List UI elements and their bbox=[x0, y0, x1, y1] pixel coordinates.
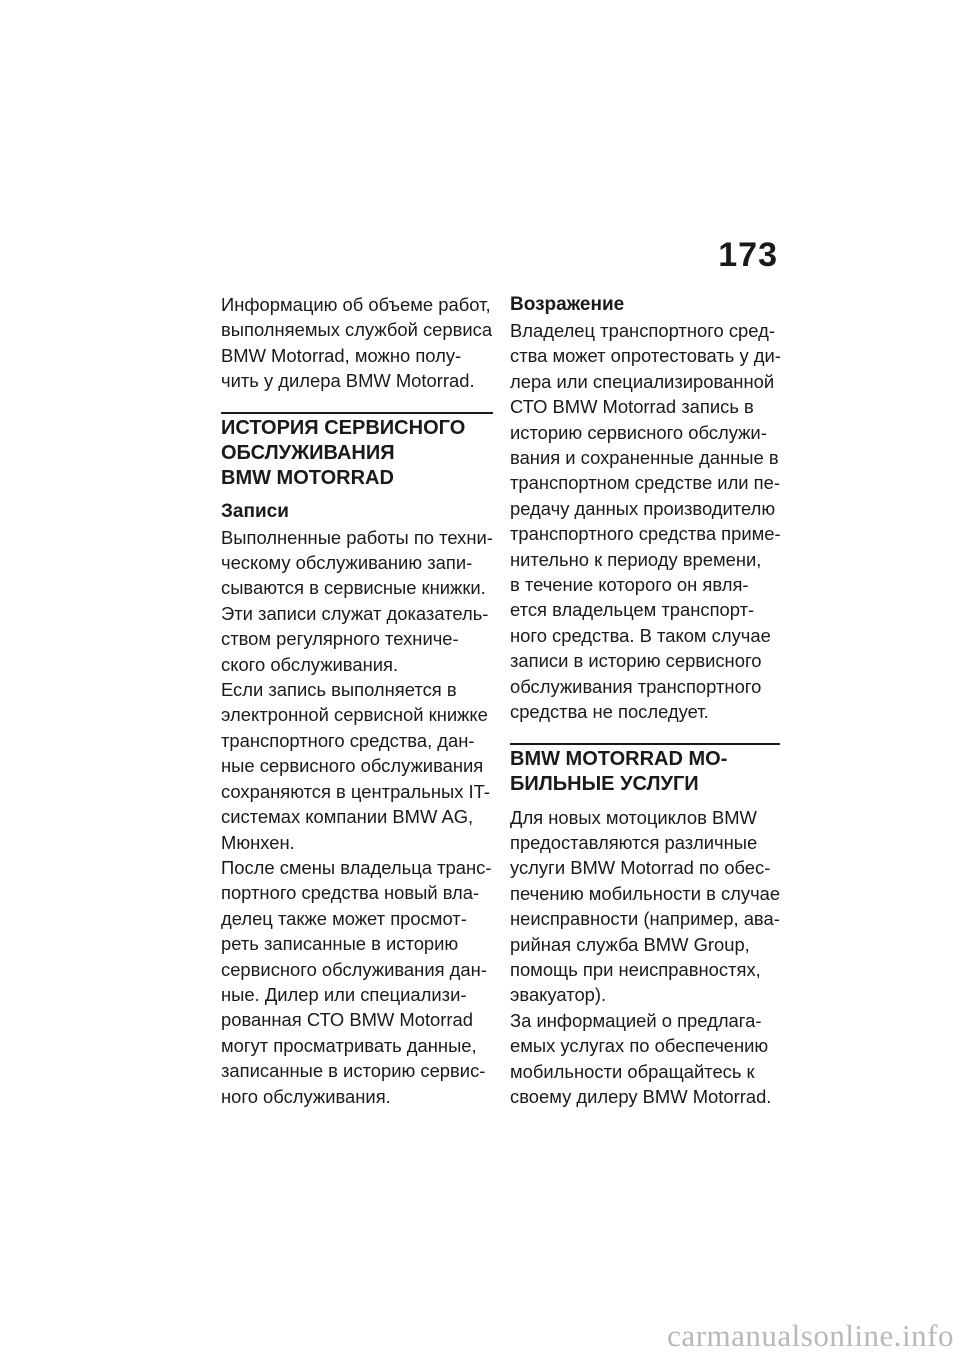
text-line: помощь при неисправностях, bbox=[510, 958, 761, 980]
text-line: ского обслуживания. bbox=[221, 653, 399, 675]
text-line: портного средства новый вла- bbox=[221, 882, 480, 904]
text-line: За информацией о предлага- bbox=[510, 1009, 762, 1031]
text-line: в течение которого он явля- bbox=[510, 574, 749, 596]
text-line: услуги BMW Motorrad по обес- bbox=[510, 857, 771, 879]
text-line: сохраняются в центральных IT- bbox=[221, 780, 490, 802]
text-line: транспортном средстве или пе- bbox=[510, 472, 780, 494]
text-line: Для новых мотоциклов BMW bbox=[510, 806, 757, 828]
section-title-mobile-services bbox=[510, 743, 780, 797]
text-line: транспортного средства, дан- bbox=[221, 729, 475, 751]
title-line: BMW MOTORRAD МО- bbox=[510, 747, 728, 770]
paragraph bbox=[510, 318, 780, 725]
title-line: ОБСЛУЖИВАНИЯ bbox=[221, 441, 395, 464]
text-line: печению мобильности в случае bbox=[510, 882, 781, 904]
text-line: делец также может просмот- bbox=[221, 907, 467, 929]
text-line: чить у дилера BMW Motorrad. bbox=[221, 370, 475, 392]
text-line: Если запись выполняется в bbox=[221, 679, 457, 701]
watermark: carmanualsonline.info bbox=[667, 1318, 954, 1353]
text-line: своему дилеру BMW Motorrad. bbox=[510, 1085, 772, 1107]
title-line: BMW MOTORRAD bbox=[221, 466, 394, 489]
text-line: ется владельцем транспорт- bbox=[510, 599, 755, 621]
intro-paragraph bbox=[221, 292, 493, 394]
text-line: неисправности (например, ава- bbox=[510, 908, 780, 930]
text-line: ческому обслуживанию запи- bbox=[221, 552, 473, 574]
text-line: вания и сохраненные данные в bbox=[510, 447, 779, 469]
text-line: эвакуатор). bbox=[510, 984, 607, 1006]
text-line: ные. Дилер или специализи- bbox=[221, 983, 467, 1005]
text-line: транспортного средства приме- bbox=[510, 523, 781, 545]
text-line: ства может опротестовать у ди- bbox=[510, 345, 781, 367]
text-line: Выполненные работы по техни- bbox=[221, 526, 493, 548]
text-line: нительно к периоду времени, bbox=[510, 548, 762, 570]
text-line: записанные в историю сервис- bbox=[221, 1060, 486, 1082]
text-line: рованная СТО BMW Motorrad bbox=[221, 1009, 473, 1031]
text-line: выполняемых службой сервиса bbox=[221, 319, 493, 341]
text-line: системах компании BMW AG, bbox=[221, 806, 474, 828]
text-line: Информацию об объеме работ, bbox=[221, 294, 491, 315]
text-line: ные сервисного обслуживания bbox=[221, 755, 484, 777]
text-line: сервисного обслуживания дан- bbox=[221, 958, 487, 980]
text-line: редачу данных производителю bbox=[510, 497, 776, 519]
paragraph bbox=[510, 805, 780, 1008]
text-line: мобильности обращайтесь к bbox=[510, 1060, 755, 1082]
text-line: обслуживания транспортного bbox=[510, 675, 762, 697]
text-line: предоставляются различные bbox=[510, 831, 758, 853]
text-line: Эти записи служат доказатель- bbox=[221, 602, 489, 624]
text-line: BMW Motorrad, можно полу- bbox=[221, 344, 462, 366]
paragraph bbox=[221, 525, 493, 677]
subheading-records: Записи bbox=[221, 500, 289, 522]
paragraph bbox=[221, 855, 493, 1109]
text-line: Мюнхен. bbox=[221, 831, 295, 853]
paragraph bbox=[510, 1008, 780, 1110]
left-column bbox=[221, 292, 493, 1109]
text-line: ством регулярного техниче- bbox=[221, 628, 459, 650]
text-line: историю сервисного обслужи- bbox=[510, 421, 767, 443]
right-column bbox=[510, 292, 780, 1109]
text-line: записи в историю сервисного bbox=[510, 650, 762, 672]
title-line: БИЛЬНЫЕ УСЛУГИ bbox=[510, 772, 699, 795]
text-line: ного средства. В таком случае bbox=[510, 624, 771, 646]
title-line: ИСТОРИЯ СЕРВИСНОГО bbox=[221, 416, 466, 439]
text-line: рийная служба BMW Group, bbox=[510, 933, 750, 955]
text-line: реть записанные в историю bbox=[221, 933, 459, 955]
subheading-objection: Возражение bbox=[510, 294, 625, 315]
text-line: электронной сервисной книжке bbox=[221, 704, 488, 726]
text-line: СТО BMW Motorrad запись в bbox=[510, 396, 754, 418]
text-line: емых услугах по обеспечению bbox=[510, 1035, 769, 1057]
text-line: средства не последует. bbox=[510, 701, 709, 723]
text-line: После смены владельца транс- bbox=[221, 856, 492, 878]
section-title-service-history bbox=[221, 412, 493, 491]
page-number: 173 bbox=[718, 236, 778, 274]
text-line: Владелец транспортного сред- bbox=[510, 320, 775, 341]
text-line: сываются в сервисные книжки. bbox=[221, 577, 486, 599]
text-line: могут просматривать данные, bbox=[221, 1034, 477, 1056]
paragraph bbox=[221, 677, 493, 855]
text-line: ного обслуживания. bbox=[221, 1085, 391, 1107]
text-line: лера или специализированной bbox=[510, 370, 775, 392]
